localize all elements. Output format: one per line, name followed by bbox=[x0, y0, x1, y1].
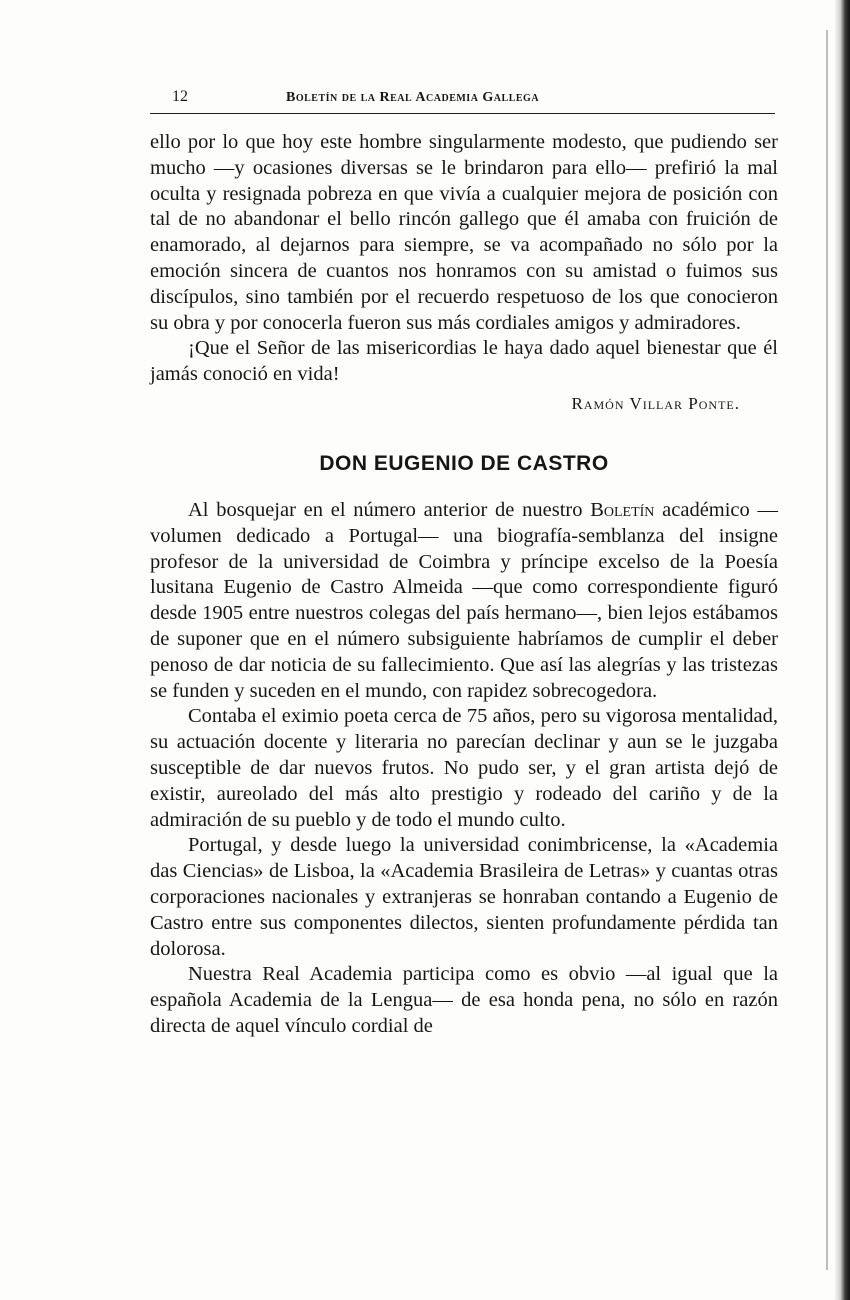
scan-edge-line bbox=[826, 30, 828, 1270]
page-body bbox=[150, 130, 778, 1040]
author-signature: Ramón Villar Ponte. bbox=[571, 393, 740, 413]
paragraph bbox=[150, 498, 778, 704]
scan-edge bbox=[834, 0, 850, 1300]
paragraph-text: Al bosquejar en el número anterior de nuestro bbox=[188, 498, 591, 521]
page-header bbox=[150, 78, 780, 114]
paragraph: Nuestra Real Academia participa como es obvio —al igual que la española Academia de la Lengua— de esa honda pena, no sólo en razón directa de aquel vínculo cordial de bbox=[150, 963, 778, 1037]
page-number: 12 bbox=[172, 88, 188, 105]
running-title: Boletín de la Real Academia Gallega bbox=[286, 90, 540, 105]
paragraph: ¡Que el Señor de las misericordias le haya dado aquel bienestar que él jamás conoció en vida! bbox=[150, 337, 778, 386]
journal-name: Boletín bbox=[590, 498, 655, 521]
paragraph: Portugal, y desde luego la universidad conimbricense, la «Academia das Ciencias» de Lisboa, la «Academia Brasileira de Letras» y cuantas otras corporaciones nacionales y extranjeras se honraban contando a Eugenio de Castro entre sus componentes dilectos, sienten profundamente pérdida tan dolorosa. bbox=[150, 834, 778, 960]
header-rule bbox=[150, 113, 775, 114]
article-title: DON EUGENIO DE CASTRO bbox=[319, 451, 609, 475]
paragraph: Contaba el eximio poeta cerca de 75 años, pero su vigorosa mentalidad, su actuación docente y literaria no parecían declinar y aun se le juzgaba susceptible de dar nuevos frutos. No pudo ser, y el gran artista dejó de existir, aureolado del más alto prestigio y rodeado del cariño y de la admiración de su pueblo y de todo el mundo culto. bbox=[150, 705, 778, 831]
paragraph: ello por lo que hoy este hombre singularmente modesto, que pudiendo ser mucho —y ocasiones diversas se le brindaron para ello— prefirió la mal oculta y resignada pobreza en que vivía a cualquier mejora de posición con tal de no abandonar el bello rincón gallego que él amaba con fruición de enamorado, al dejarnos para siempre, se va acompañado no sólo por la emoción sincera de cuantos nos honramos con su amistad o fuimos sus discípulos, sino también por el recuerdo respetuoso de los que conocieron su obra y por conocerla fueron sus más cordiales amigos y admiradores. bbox=[150, 131, 778, 334]
paragraph-text: académico —volumen dedicado a Portugal— una biografía-semblanza del insigne profesor de la universidad de Coimbra y príncipe excelso de la Poesía lusitana Eugenio de Castro Almeida —que como correspondiente figuró desde 1905 entre nuestros colegas del país hermano—, bien lejos estábamos de suponer que en el número subsiguiente habríamos de cumplir el deber penoso de dar noticia de su fallecimiento. Que así las alegrías y las tristezas se funden y suceden en el mundo, con rapidez sobrecogedora. bbox=[150, 498, 779, 702]
